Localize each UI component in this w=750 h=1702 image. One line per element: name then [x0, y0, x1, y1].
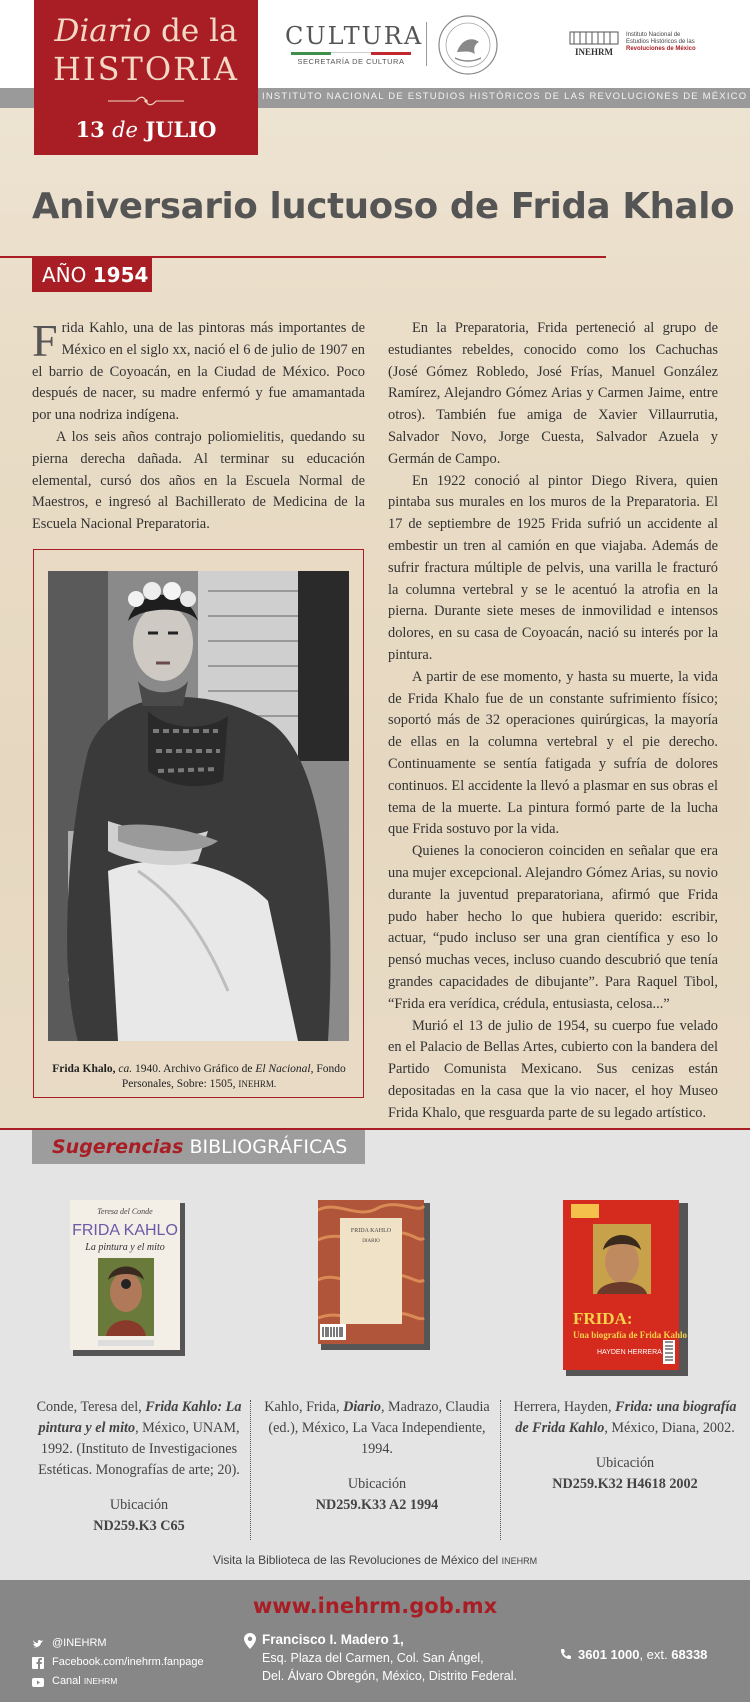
- cultura-logo: CULTURA SECRETARÍA DE CULTURA: [285, 22, 424, 66]
- svg-text:Una biografía de Frida Kahlo: Una biografía de Frida Kahlo: [573, 1330, 688, 1340]
- svg-text:HAYDEN HERRERA: HAYDEN HERRERA: [597, 1349, 662, 1356]
- svg-text:FRIDA KAHLO: FRIDA KAHLO: [72, 1222, 178, 1239]
- location-pin-icon: [244, 1633, 256, 1649]
- book-cover-1: [70, 1200, 185, 1356]
- address: Francisco I. Madero 1, Esq. Plaza del Carmen, Col. San Ángel, Del. Álvaro Obregón, México, Distrito Federal.: [262, 1632, 517, 1683]
- book-2-location-label: Ubicación: [347, 1476, 407, 1492]
- facebook-link[interactable]: Facebook.com/inehrm.fanpage: [32, 1653, 204, 1672]
- book-3-call-number: ND259.K32 H4618 2002: [552, 1476, 698, 1492]
- inehrm-name: Instituto Nacional de Estudios Históricos de las Revoluciones de México: [626, 32, 696, 52]
- social-links: [32, 1634, 204, 1691]
- suggestions-title: Sugerencias BIBLIOGRÁFICAS: [32, 1130, 365, 1164]
- paragraph-7: Murió el 13 de julio de 1954, su cuerpo fue velado en el Palacio de Bellas Artes, cubierto con la bandera del Partido Comunista Mexicano. Sus cenizas están depositadas en la casa que la vio nacer, el hoy Museo Frida Khalo, que resguarda parte de su legado artístico.: [388, 1017, 718, 1121]
- svg-text:FRIDA:: FRIDA:: [573, 1309, 633, 1328]
- svg-text:INEHRM: INEHRM: [575, 47, 613, 57]
- masthead: [34, 0, 258, 155]
- frida-photo: [48, 571, 349, 1041]
- book-reference-3: [510, 1397, 740, 1495]
- book-cover-2: [318, 1200, 430, 1350]
- website-link[interactable]: www.inehrm.gob.mx: [252, 1594, 498, 1618]
- photo-caption: Frida Khalo, ca. 1940. Archivo Gráfico de El Nacional, Fondo Personales, Sobre: 1505, INEHRM.: [52, 1063, 346, 1090]
- masthead-historia: HISTORIA: [53, 50, 239, 88]
- book-1-call-number: ND259.K3 C65: [93, 1518, 185, 1534]
- ornament-icon: [106, 95, 186, 107]
- page-title: Aniversario luctuoso de Frida Khalo: [32, 186, 735, 227]
- article-column-right: [388, 318, 718, 1124]
- book-reference-1: [24, 1397, 254, 1537]
- article-column-left: [32, 315, 365, 536]
- masthead-date: 13 de JULIO: [75, 117, 217, 142]
- institute-line: INSTITUTO NACIONAL DE ESTUDIOS HISTÓRICOS DE LAS REVOLUCIONES DE MÉXICO: [262, 91, 748, 102]
- paragraph-3: En la Preparatoria, Frida perteneció al grupo de estudiantes rebeldes, conocido como los Cachuchas (José Gómez Robledo, José Frías, Manuel González Ramírez, Alejandro Gómez Arias y Carmen Jaime, entre otros). También fue amiga de Xavier Villaurrutia, Salvador Novo, Jorge Cuesta, Salvador Azuela y Germán de Campo.: [388, 320, 718, 467]
- svg-text:DIARIO: DIARIO: [362, 1239, 380, 1244]
- book-3-location-label: Ubicación: [595, 1455, 655, 1471]
- national-seal-icon: [437, 14, 499, 76]
- book-cover-3: [563, 1200, 688, 1376]
- library-notice: Visita la Biblioteca de las Revoluciones de México del INEHRM: [212, 1553, 538, 1567]
- youtube-link[interactable]: Canal INEHRM: [32, 1672, 204, 1691]
- divider-1: [250, 1400, 251, 1540]
- twitter-icon: [32, 1638, 44, 1650]
- book-reference-2: [262, 1397, 492, 1516]
- year-badge: AÑO 1954: [32, 258, 152, 292]
- youtube-icon: [32, 1676, 44, 1688]
- svg-text:La pintura y el mito: La pintura y el mito: [85, 1242, 165, 1253]
- facebook-icon: [32, 1657, 44, 1669]
- twitter-link[interactable]: @INEHRM: [32, 1634, 204, 1653]
- photo-frame: [33, 549, 364, 1098]
- book-2-call-number: ND259.K33 A2 1994: [315, 1497, 439, 1513]
- drop-cap: F: [32, 315, 58, 366]
- book-2-citation: Kahlo, Frida, Diario, Madrazo, Claudia (ed.), México, La Vaca Independiente, 1994.: [264, 1399, 490, 1457]
- book-1-citation: Conde, Teresa del, Frida Kahlo: La pintura y el mito, México, UNAM, 1992. (Instituto de Investigaciones Estéticas. Monografías de arte; 20).: [36, 1399, 242, 1478]
- inehrm-logo-icon: [566, 30, 622, 58]
- logo-divider: [426, 22, 427, 66]
- book-3-citation: Herrera, Hayden, Frida: una biografía de Frida Kahlo, México, Diana, 2002.: [513, 1399, 737, 1436]
- divider-2: [500, 1400, 501, 1540]
- paragraph-2: A los seis años contrajo poliomielitis, quedando su pierna derecha dañada. Al terminar su educación elemental, cursó dos años en la Escuela Normal de Maestros, e ingresó al Bachillerato de Medicina de la Escuela Nacional Preparatoria.: [32, 428, 365, 533]
- paragraph-6: Quienes la conocieron coinciden en señalar que era una mujer excepcional. Alejandro Gómez Arias, su novio durante la juventud preparatoriana, afirmó que Frida pudo haber hecho lo que hubiera querido: escribir, actuar, “pudo incluso ser una gran científica y eso lo pensó muchas veces, incluso cuando descubrió que tenía grandes capacidades de dibujante”. Para Raquel Tibol, “Frida era verídica, crédula, entusiasta, celosa...”: [388, 843, 718, 1012]
- svg-text:FRIDA KAHLO: FRIDA KAHLO: [350, 1228, 392, 1234]
- paragraph-5: A partir de ese momento, y hasta su muerte, la vida de Frida Khalo fue de un constante sufrimiento físico; soportó más de 32 operaciones quirúrgicas, la mayoría de ellas en la columna vertebral y el pie derecho. Continuamente se sentía fatigada y sufría de dolores continuos. El accidente la llevó a plasmar en sus obras el tema de la muerte. La pintura formó parte de la lucha que Frida sostuvo por la vida.: [388, 668, 718, 838]
- paragraph-1: Frida Kahlo, una de las pintoras más importantes de México en el siglo xx, nació el 6 de julio de 1907 en el barrio de Coyoacán, en la Ciudad de México. Poco después de nacer, su madre enfermó y fue amamantada por una nodriza indígena.: [32, 315, 365, 424]
- footer: [0, 1580, 750, 1702]
- svg-text:Teresa del Conde: Teresa del Conde: [97, 1207, 153, 1216]
- phone-number[interactable]: 3601 1000, ext. 68338: [560, 1647, 707, 1662]
- phone-icon: [560, 1648, 572, 1660]
- paragraph-4: En 1922 conoció al pintor Diego Rivera, quien pintaba sus murales en los muros de la Preparatoria. El 17 de septiembre de 1925 Frida sufrió un accidente al embestir un tren al camión en que viajaba. Además de sufrir fractura múltiple de pelvis, una varilla le fracturó la columna vertebral y se le acentuó la atrofia en la pierna. Durante siete meses de inmovilidad e intensos dolores, en su casa de Coyoacán, nació su interés por la pintura.: [388, 472, 718, 663]
- book-1-location-label: Ubicación: [109, 1497, 169, 1513]
- masthead-diario: Diario de la: [54, 13, 238, 49]
